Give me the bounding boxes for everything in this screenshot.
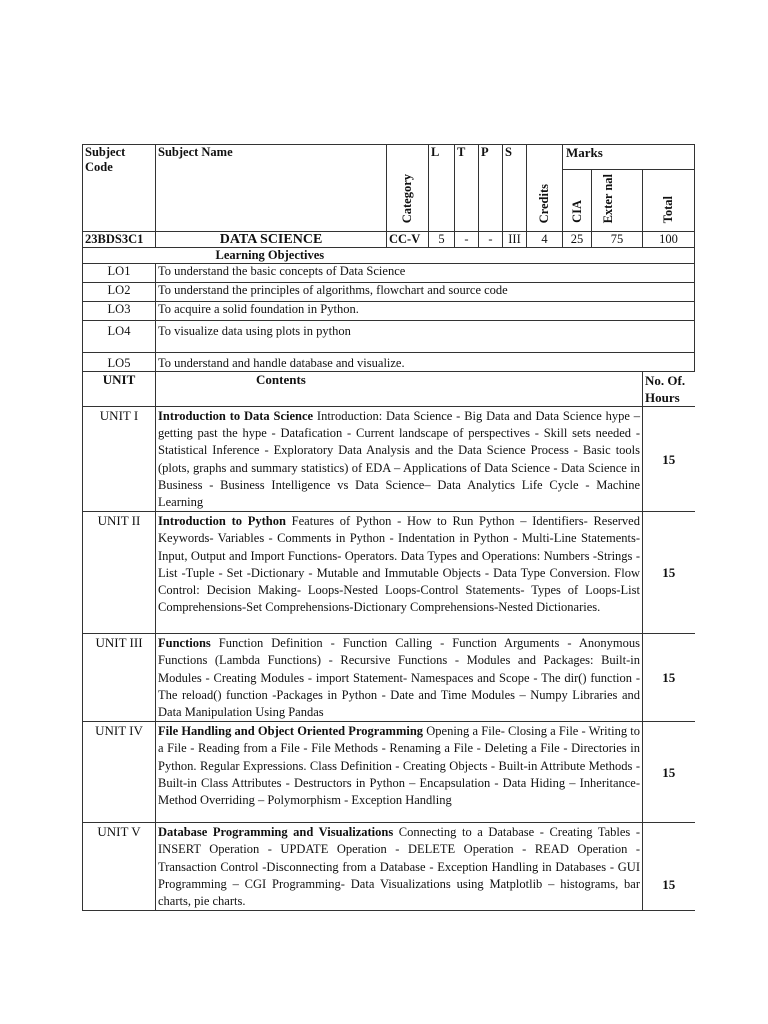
subject-t: - (455, 232, 479, 248)
unit-hours: 15 (643, 407, 695, 512)
unit-body: Connecting to a Database - Creating Tables - INSERT Operation - UPDATE Operation - DELETE Operation - READ Operation - Transaction Control -Disconnecting from a Database - Exception Handling in Databases - GUI Programming – CGI Programming- Data Visualizations using Matplotlib – histograms, bar charts, pie charts. (158, 825, 640, 909)
unit-row (83, 722, 695, 823)
t-header: T (455, 145, 479, 232)
subject-code: 23BDS3C1 (83, 232, 156, 248)
category-header (387, 145, 429, 232)
unit-row (83, 634, 695, 722)
unit-content (156, 823, 643, 911)
subject-cia: 25 (563, 232, 592, 248)
lo-code: LO5 (83, 353, 156, 372)
subject-name: DATA SCIENCE (156, 232, 387, 248)
subject-credits: 4 (527, 232, 563, 248)
unit-body: Introduction: Data Science - Big Data and Data Science hype – getting past the hype - Datafication - Current landscape of perspectives - Skill sets needed - Statistical Inference - Exploratory Data Analysis and the Data Science Process - Basic tools (plots, graphs and summary statistics) of EDA – Applications of Data Science - Data Science in Business - Business Intelligence vs Data Science– Data Analytics Life Cycle - Machine Learning (158, 409, 640, 510)
lo-title: Learning Objectives (156, 248, 695, 264)
unit-title: File Handling and Object Oriented Programming (158, 724, 424, 739)
lo-row (83, 353, 695, 372)
unit-title: Introduction to Python (158, 514, 286, 529)
subject-external: 75 (592, 232, 643, 248)
lo-row (83, 302, 695, 321)
marks-header: Marks (563, 145, 695, 170)
cia-header (563, 170, 592, 232)
lo-row (83, 264, 695, 283)
unit-name: UNIT V (83, 823, 156, 911)
lo-row (83, 321, 695, 353)
lo-title-row (83, 248, 695, 264)
unit-content (156, 512, 643, 634)
subject-row (83, 232, 695, 248)
subject-total: 100 (643, 232, 695, 248)
lo-text: To understand the principles of algorithms, flowchart and source code (156, 283, 695, 302)
cia-label: CIA (569, 200, 584, 223)
unit-name: UNIT III (83, 634, 156, 722)
subject-name-header: Subject Name (156, 145, 387, 232)
credits-header (527, 145, 563, 232)
unit-body: Features of Python - How to Run Python – Identifiers- Reserved Keywords- Variables - Comments in Python - Indentation in Python - Multi-Line Statements- Input, Output and Import Functions- Operators. Data Types and Operations: Numbers -Strings -List -Tuple - Set -Dictionary - Mutable and Immutable Objects - Data Type Conversion. Flow Control: Decision Making- Loops-Nested Loops-Control Statements- Types of Loops-List Comprehensions-Set Comprehensions-Dictionary Comprehensions-Nested Dictionaries. (158, 514, 640, 615)
unit-content (156, 407, 643, 512)
unit-row (83, 823, 695, 911)
subject-code-header: Subject Code (83, 145, 156, 232)
lo-text: To visualize data using plots in python (156, 321, 695, 353)
lo-code: LO1 (83, 264, 156, 283)
external-label: Exter nal (601, 173, 615, 223)
s-header: S (503, 145, 527, 232)
unit-content (156, 634, 643, 722)
unit-title: Functions (158, 636, 211, 651)
unit-title: Introduction to Data Science (158, 409, 314, 423)
unit-name: UNIT II (83, 512, 156, 634)
external-header (592, 170, 643, 232)
unit-hours: 15 (643, 512, 695, 634)
unit-name: UNIT I (83, 407, 156, 512)
subject-l: 5 (429, 232, 455, 248)
header-row (83, 145, 695, 170)
unit-hours: 15 (643, 634, 695, 722)
unit-row (83, 407, 695, 512)
unit-name: UNIT IV (83, 722, 156, 823)
lo-row (83, 283, 695, 302)
subject-category: CC-V (387, 232, 429, 248)
lo-text: To understand and handle database and visualize. (156, 353, 695, 372)
hours-header: No. Of. Hours (643, 372, 695, 407)
unit-hours: 15 (643, 823, 695, 911)
unit-body: Opening a File- Closing a File - Writing to a File - Reading from a File - File Methods - Renaming a File - Deleting a File - Directories in Python. Regular Expressions. Class Definition - Creating Objects - Built-in Attribute Methods - Built-in Class Attributes - Destructors in Python – Encapsulation - Data Hiding – Inheritance-Method Overriding – Polymorphism - Exception Handling (158, 724, 640, 808)
l-header: L (429, 145, 455, 232)
category-label: Category (400, 173, 414, 223)
units-header-row (83, 372, 695, 407)
lo-code: LO4 (83, 321, 156, 353)
p-header: P (479, 145, 503, 232)
lo-text: To acquire a solid foundation in Python. (156, 302, 695, 321)
syllabus-sheet (82, 144, 694, 911)
unit-header: UNIT (83, 372, 156, 407)
unit-title: Database Programming and Visualizations (158, 825, 394, 840)
unit-hours: 15 (643, 722, 695, 823)
unit-content (156, 722, 643, 823)
lo-text: To understand the basic concepts of Data Science (156, 264, 695, 283)
syllabus-table (82, 144, 695, 911)
contents-header: Contents (156, 372, 643, 407)
lo-code: LO3 (83, 302, 156, 321)
unit-row (83, 512, 695, 634)
subject-p: - (479, 232, 503, 248)
credits-label: Credits (537, 183, 551, 223)
total-header (643, 170, 695, 232)
unit-body: Function Definition - Function Calling - Function Arguments - Anonymous Functions (Lambda Functions) - Recursive Functions - Modules and Packages: Built-in Modules - Creating Modules - import Statement- Namespaces and Scope - The dir() function - The reload() function -Packages in Python - Date and Time Modules – Numpy Libraries and Data Manipulation Using Pandas (158, 636, 640, 720)
lo-code: LO2 (83, 283, 156, 302)
subject-s: III (503, 232, 527, 248)
total-label: Total (661, 195, 675, 223)
